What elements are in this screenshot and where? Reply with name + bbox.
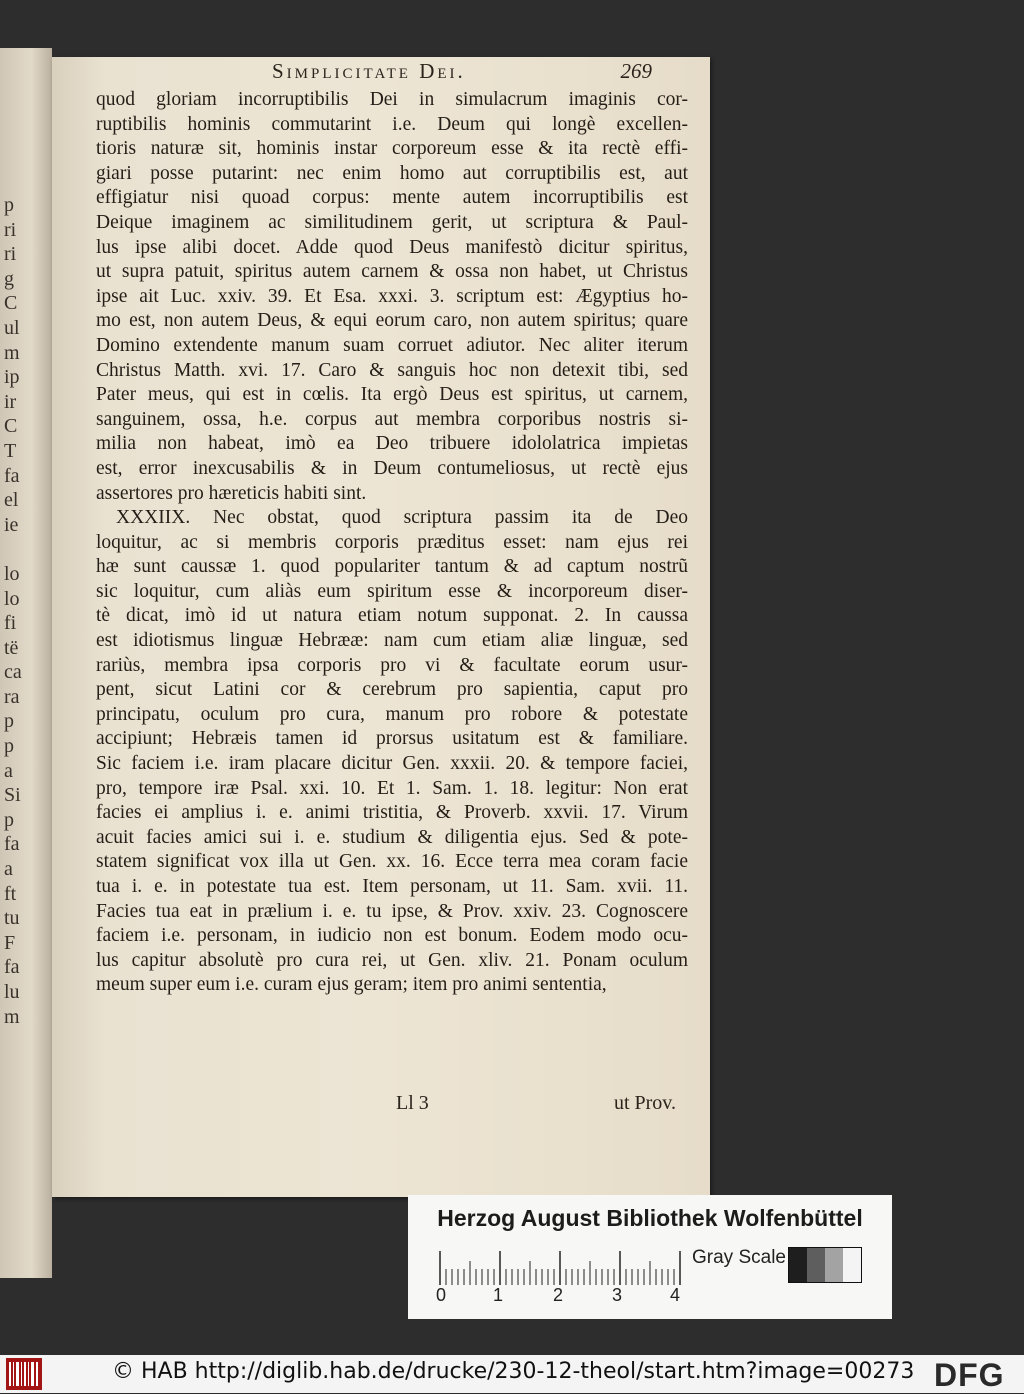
text-line: giari posse putarint: nec enim homo aut corruptibilis est, aut — [96, 162, 688, 184]
left-page-fragment: ra — [4, 685, 20, 708]
left-page-fragment: a — [4, 759, 13, 782]
ruler-numbers — [434, 1285, 694, 1307]
text-line: est, error inexcusabilis & in Deum contumeliosus, ut rectè ejus — [96, 457, 688, 479]
barcode-icon — [6, 1358, 42, 1390]
grayscale-bar — [788, 1247, 862, 1283]
text-line: est idiotismus linguæ Hebrææ: nam cum etiam aliæ linguæ, sed — [96, 630, 688, 652]
text-line: statem significat vox illa ut Gen. xx. 16. Ecce terra mea coram facie — [96, 851, 688, 873]
left-page-fragment: të — [4, 636, 19, 659]
text-line: hæ sunt caussæ 1. quod populariter tantum & ad captum nostrũ — [96, 556, 688, 578]
left-page-fragment: ip — [4, 366, 20, 389]
running-head: Simplicitate Dei. — [272, 59, 466, 83]
left-page-fragment: m — [4, 341, 20, 364]
text-line: Domino extendente manum suam corruet adiutor. Nec aliter iterum — [96, 334, 688, 356]
page-number: 269 — [620, 59, 652, 83]
page-footer — [96, 1092, 688, 1118]
left-page-fragment: lo — [4, 562, 20, 585]
left-page-fragment: Si — [4, 784, 21, 807]
grayscale-swatch — [825, 1248, 843, 1282]
text-line: lus capitur absolutè pro cura rei, ut Gen. xliv. 21. Ponam oculum — [96, 949, 688, 971]
text-line: sic loquitur, cum aliàs eum spiritum esse & incorporeum diser- — [96, 580, 688, 602]
left-page-fragment: p — [4, 735, 14, 758]
signature-mark: Ll 3 — [396, 1092, 429, 1114]
left-page-fragment — [4, 537, 32, 562]
left-page-fragment: lu — [4, 981, 20, 1003]
left-page-fragment: ul — [4, 316, 20, 339]
text-line: Pater meus, qui est in cœlis. Ita ergò Deus est spiritus, ut carnem, — [96, 384, 688, 406]
left-page-fragment: ri — [4, 218, 17, 241]
copyright-url[interactable]: © HAB http://diglib.hab.de/drucke/230-12-theol/start.htm?image=00273 — [112, 1359, 915, 1384]
left-page-fragment: p — [4, 710, 14, 733]
left-page-fragment: tu — [4, 907, 20, 930]
text-line: ut supra patuit, spiritus autem carnem & ossa non habet, ut Christus — [96, 261, 688, 283]
text-line: faciem i.e. personam, in iudicio non est bonum. Eodem modo ocu- — [96, 925, 688, 947]
ruler-number: 1 — [493, 1285, 504, 1305]
text-line: assertores pro hæreticis habiti sint. — [96, 482, 367, 504]
left-page-fragment: a — [4, 858, 13, 881]
ruler-number: 3 — [612, 1285, 623, 1305]
left-page-fragment: ft — [4, 882, 17, 905]
text-line: sanguinem, ossa, h.e. corpus aut membra corporibus nostris si- — [96, 408, 688, 430]
text-line: Christus Matth. xvi. 17. Caro & sanguis hoc non detexit tibi, sed — [96, 359, 688, 381]
text-line: milia non habeat, imò ea Deo tribuere idololatrica impietas — [96, 433, 688, 455]
text-line: ipse ait Luc. xxiv. 39. Et Esa. xxxi. 3. scriptum est: Ægyptius ho- — [96, 285, 688, 307]
text-line: Deique imaginem ac similitudinem gerit, ut scriptura & Paul- — [96, 211, 688, 233]
left-page-fragment: p — [4, 194, 14, 216]
left-page-fragment: ca — [4, 661, 22, 684]
ruler-number: 4 — [670, 1285, 681, 1305]
left-page-fragment: T — [4, 439, 17, 462]
left-page-fragments — [4, 193, 32, 1029]
footer-bar — [0, 1355, 1024, 1393]
text-line: quod gloriam incorruptibilis Dei in simulacrum imaginis cor- — [96, 89, 688, 110]
left-page-fragment: fa — [4, 833, 20, 856]
text-line: tè dicat, imò id ut natura etiam notum supponat. 2. In caussa — [96, 605, 688, 627]
text-line: pent, sicut Latini cor & cerebrum pro sapientia, caput pro — [96, 679, 688, 701]
library-label-card — [408, 1195, 892, 1319]
left-page-fragment: fa — [4, 464, 20, 487]
text-line: tioris naturæ sit, hominis instar corporeum esse & ita rectè effi- — [96, 138, 688, 160]
library-name: Herzog August Bibliothek Wolfenbüttel — [437, 1205, 863, 1231]
left-page-fragment: fi — [4, 612, 17, 635]
grayscale-swatch — [789, 1248, 807, 1282]
text-line: pro, tempore iræ Psal. xxi. 10. Et 1. Sam. 1. 18. legitur: Non erat — [96, 777, 688, 799]
text-line: ruptibilis hominis commutarint i.e. Deum qui longè excellen- — [96, 113, 688, 135]
text-line: mo est, non autem Deus, & equi eorum caro, non autem spiritus; quare — [96, 310, 688, 332]
left-page-fragment: lo — [4, 587, 20, 610]
ruler-number: 0 — [436, 1285, 447, 1305]
grayscale-swatch — [807, 1248, 825, 1282]
left-page-fragment: ir — [4, 390, 17, 413]
left-page-fragment: ie — [4, 513, 19, 536]
left-page-fragment: el — [4, 489, 19, 512]
text-line: principatu, oculum pro cura, manum pro robore & potestate — [96, 703, 688, 725]
grayscale-label: Gray Scale — [692, 1247, 786, 1268]
text-line: acuit facies amici sui i. e. studium & diligentia ejus. Sed & pote- — [96, 826, 688, 848]
text-line: loquitur, ac si membris corporis præditus esset: nam ejus rei — [96, 531, 688, 553]
left-page-fragment: F — [4, 931, 16, 954]
grayscale-swatch — [843, 1248, 861, 1282]
text-line: effigiatur nisi quoad corpus: mente autem incorruptibilis est — [96, 187, 688, 209]
text-line: rariùs, membra ipsa corporis pro vi & facultate eorum usur- — [96, 654, 688, 676]
text-line: facies ei amplius i. e. animi tristitia, & Proverb. xxvii. 17. Virum — [96, 802, 688, 824]
dfg-logo: DFG — [934, 1357, 1005, 1393]
text-line: meum super eum i.e. curam ejus geram; item pro animi sententia, — [96, 974, 607, 996]
ruler-number: 2 — [553, 1285, 564, 1305]
left-page-fragment: ri — [4, 243, 17, 266]
text-block — [96, 88, 688, 998]
text-line: XXXIIX. Nec obstat, quod scriptura passim ita de Deo — [116, 507, 688, 529]
text-line: tua i. e. in potestate tua est. Item personam, ut 11. Sam. xvii. 11. — [96, 876, 688, 897]
left-page-fragment: g — [4, 267, 14, 290]
left-page-fragment: m — [4, 1005, 20, 1028]
text-line: lus ipse alibi docet. Adde quod Deus manifestò dicitur spiritus, — [96, 236, 688, 258]
left-page-fragment: C — [4, 415, 18, 438]
scale-ruler — [438, 1251, 684, 1285]
text-line: Facies tua eat in prælium i. e. tu ipse, & Prov. xxiv. 23. Cognoscere — [96, 900, 688, 922]
left-page-fragment: fa — [4, 956, 20, 979]
catchword: ut Prov. — [613, 1092, 676, 1114]
text-line: Sic faciem i.e. iram placare dicitur Gen. xxxii. 20. & tempore faciei, — [96, 753, 688, 775]
left-page-edge — [0, 48, 52, 1278]
text-line: accipiunt; Hebræis tamen id prorsus usitatum est & familiare. — [96, 728, 688, 750]
left-page-fragment: C — [4, 292, 18, 315]
left-page-fragment: p — [4, 808, 14, 831]
